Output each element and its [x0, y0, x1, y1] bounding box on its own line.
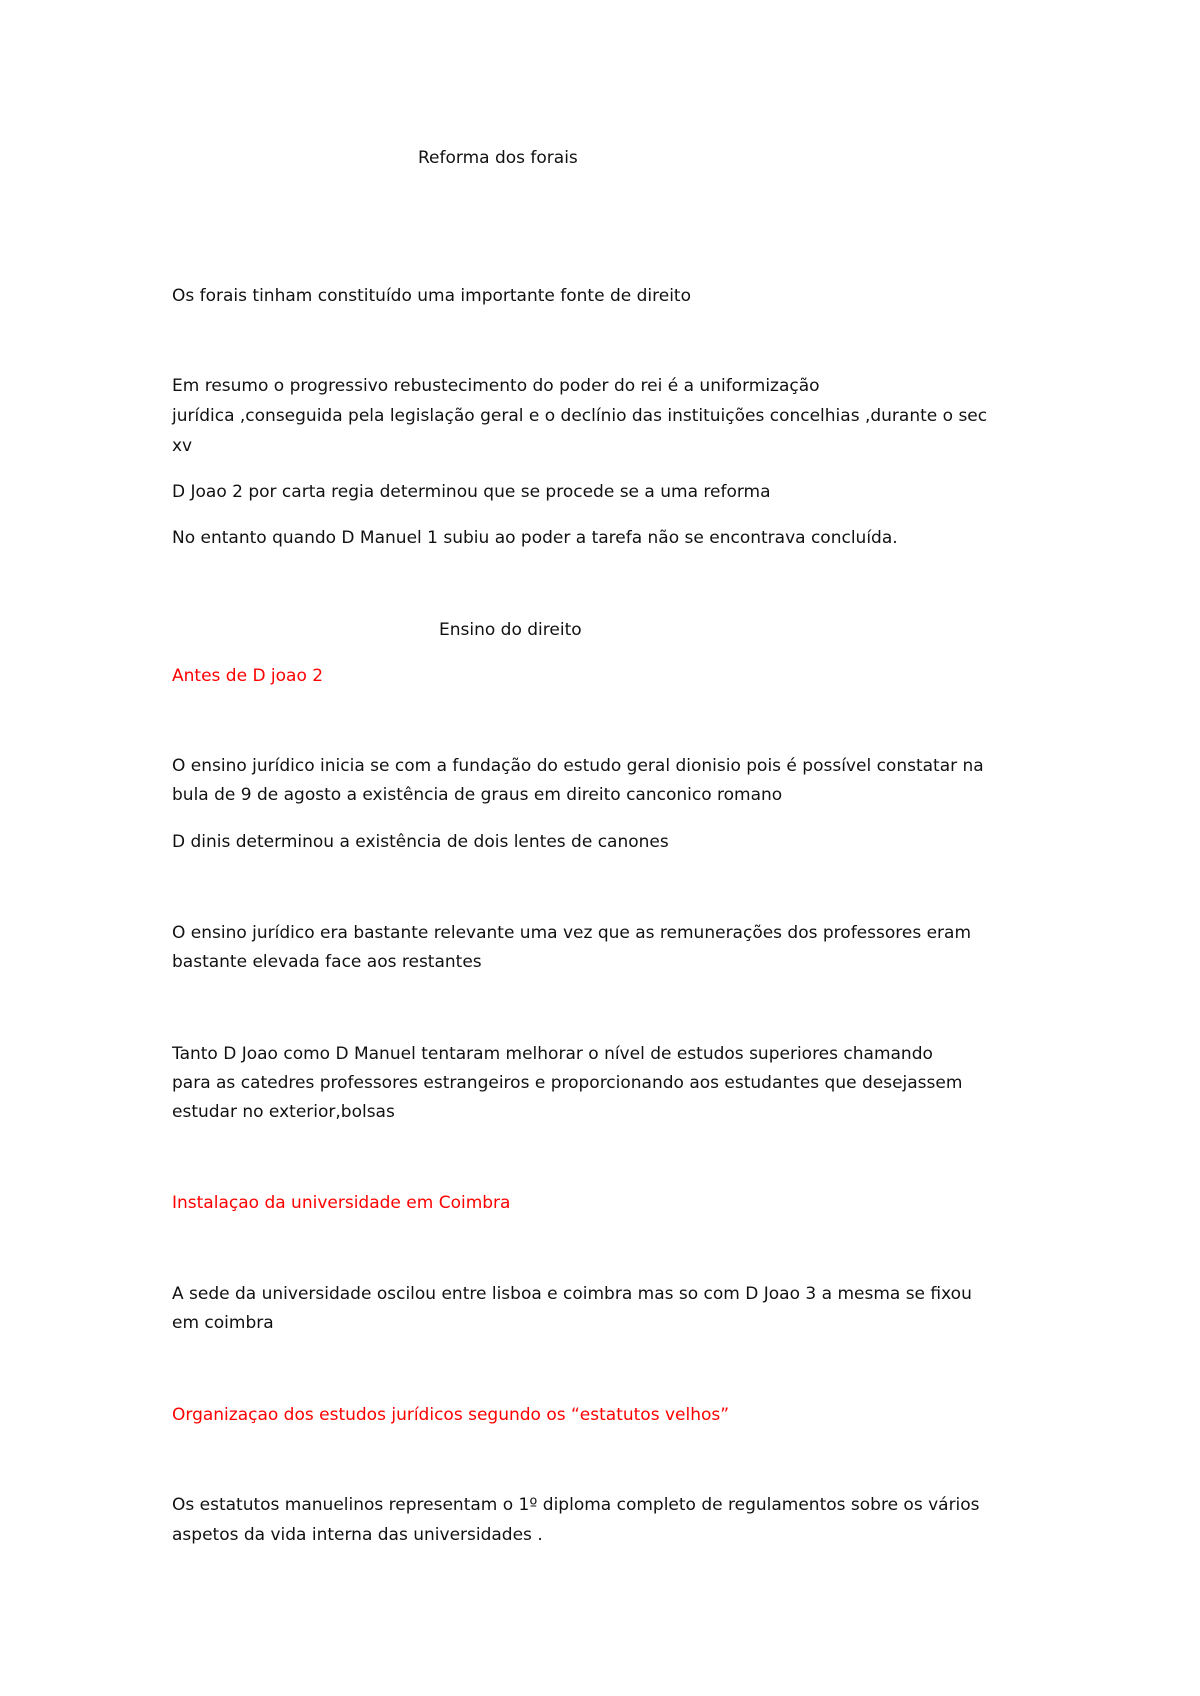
paragraph-ensino-inicia-line-2: bula de 9 de agosto a existência de graus em direito canconico romano [172, 785, 783, 805]
paragraph-ensino-relevante-line-1: O ensino jurídico era bastante relevante uma vez que as remunerações dos professores eram [172, 923, 972, 943]
paragraph-tanto-d-joao-line-3: estudar no exterior,bolsas [172, 1102, 395, 1122]
paragraph-ensino-relevante-line-2: bastante elevada face aos restantes [172, 952, 482, 972]
heading-reforma-dos-forais: Reforma dos forais [418, 148, 578, 168]
subheading-organizacao-estudos: Organizaçao dos estudos jurídicos segundo os “estatutos velhos” [172, 1405, 730, 1425]
paragraph-resumo-line-3: xv [172, 436, 193, 456]
paragraph-carta-regia: D Joao 2 por carta regia determinou que se procede se a uma reforma [172, 482, 771, 502]
heading-ensino-do-direito: Ensino do direito [439, 620, 582, 640]
paragraph-d-dinis: D dinis determinou a existência de dois lentes de canones [172, 832, 669, 852]
paragraph-resumo-line-1: Em resumo o progressivo rebustecimento do poder do rei é a uniformização [172, 376, 820, 396]
paragraph-ensino-inicia-line-1: O ensino jurídico inicia se com a fundação do estudo geral dionisio pois é possível constatar na [172, 756, 984, 776]
paragraph-forais-fonte: Os forais tinham constituído uma importante fonte de direito [172, 286, 691, 306]
paragraph-tanto-d-joao-line-1: Tanto D Joao como D Manuel tentaram melhorar o nível de estudos superiores chamando [172, 1044, 933, 1064]
paragraph-resumo-line-2: jurídica ,conseguida pela legislação geral e o declínio das instituições concelhias ,durante o sec [172, 406, 988, 426]
paragraph-estatutos-line-1: Os estatutos manuelinos representam o 1º diploma completo de regulamentos sobre os vários [172, 1495, 980, 1515]
paragraph-tanto-d-joao-line-2: para as catedres professores estrangeiros e proporcionando aos estudantes que desejassem [172, 1073, 963, 1093]
subheading-instalacao-coimbra: Instalaçao da universidade em Coimbra [172, 1193, 511, 1213]
paragraph-estatutos-line-2: aspetos da vida interna das universidades . [172, 1525, 543, 1545]
paragraph-sede-universidade-line-1: A sede da universidade oscilou entre lisboa e coimbra mas so com D Joao 3 a mesma se fixou [172, 1284, 972, 1304]
subheading-antes-d-joao-2: Antes de D joao 2 [172, 666, 324, 686]
paragraph-sede-universidade-line-2: em coimbra [172, 1313, 274, 1333]
paragraph-d-manuel: No entanto quando D Manuel 1 subiu ao poder a tarefa não se encontrava concluída. [172, 528, 898, 548]
